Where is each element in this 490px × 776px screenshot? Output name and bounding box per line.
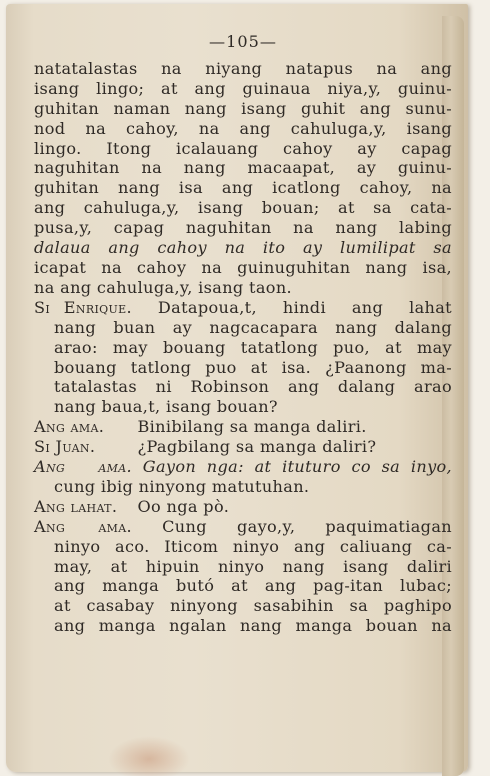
- page-number: —105—: [209, 32, 277, 51]
- dialogue-text: Binibilang sa manga daliri.: [137, 417, 367, 437]
- text-line: naguhitan na nang macaapat, ay guinu-: [34, 158, 452, 178]
- dialogue-line: cung ibig ninyong matutuhan.: [54, 476, 310, 496]
- dialogue-line: tatalastas ni Robinson ang dalang arao: [54, 377, 452, 397]
- text-line: lingo. Itong icalauang cahoy ay capag: [34, 138, 452, 158]
- text-line: natatalastas na niyang natapus na ang: [34, 58, 452, 78]
- text-line: guhitan nang isa ang icatlong cahoy, na: [34, 178, 452, 198]
- speaker-name: Ang ama.: [34, 417, 105, 437]
- speaker-name: Si Juan.: [34, 437, 96, 457]
- dialogue-line: arao: may bouang tatatlong puo, at may: [54, 337, 452, 357]
- speaker-name: Ang lahat.: [34, 496, 118, 516]
- dialogue-line: bouang tatlong puo at isa. ¿Paanong ma-: [54, 357, 452, 377]
- dialogue-line: at casabay ninyong sasabihin sa paghipo: [54, 596, 452, 616]
- dialogue-line: [34, 417, 452, 437]
- dialogue-line: ninyo aco. Iticom ninyo ang caliuang ca-: [54, 536, 452, 556]
- text-line: dalaua ang cahoy na ito ay lumilipat sa: [34, 238, 452, 258]
- page-text: [34, 32, 452, 636]
- dialogue-text: Cung gayo,y, paquimatiagan: [162, 516, 452, 536]
- dialogue-line: may, at hipuin ninyo nang isang daliri: [54, 556, 452, 576]
- dialogue-text: Oo nga pò.: [137, 496, 230, 516]
- dialogue-line: [34, 497, 452, 517]
- dialogue-line: ang manga butó at ang pag-itan lubac;: [54, 576, 452, 596]
- text-line: nod na cahoy, na ang cahuluga,y, isang: [34, 118, 452, 138]
- dialogue-text: ¿Pagbilang sa manga daliri?: [137, 437, 377, 457]
- text-line: guhitan naman nang isang guhit ang sunu-: [34, 98, 452, 118]
- dialogue-text: Gayon nga: at ituturo co sa inyo,: [142, 457, 453, 477]
- speaker-name: Ang ama.: [34, 516, 132, 536]
- dialogue-line: [34, 298, 452, 318]
- speaker-name: Si Enrique.: [34, 297, 132, 317]
- thumb-stain: [108, 736, 190, 776]
- dialogue-line: [34, 437, 452, 457]
- dialogue-text: Datapoua,t, hindi ang lahat: [157, 297, 452, 317]
- dialogue-line: [34, 517, 452, 537]
- dialogue-line: nang buan ay nagcacapara nang dalang: [54, 317, 452, 337]
- text-line: ang cahuluga,y, isang bouan; at sa cata-: [34, 198, 452, 218]
- dialogue-line: nang baua,t, isang bouan?: [54, 397, 278, 417]
- speaker-name: Ang ama.: [34, 457, 132, 477]
- text-line: icapat na cahoy na guinuguhitan nang isa,: [34, 257, 452, 277]
- text-line: pusa,y, capag naguhitan na nang labing: [34, 218, 452, 238]
- text-line: na ang cahuluga,y, isang taon.: [34, 277, 293, 297]
- text-line: isang lingo; at ang guinaua niya,y, guinu-: [34, 78, 452, 98]
- dialogue-line: [34, 457, 452, 477]
- dialogue-line: ang manga ngalan nang manga bouan na: [54, 616, 452, 636]
